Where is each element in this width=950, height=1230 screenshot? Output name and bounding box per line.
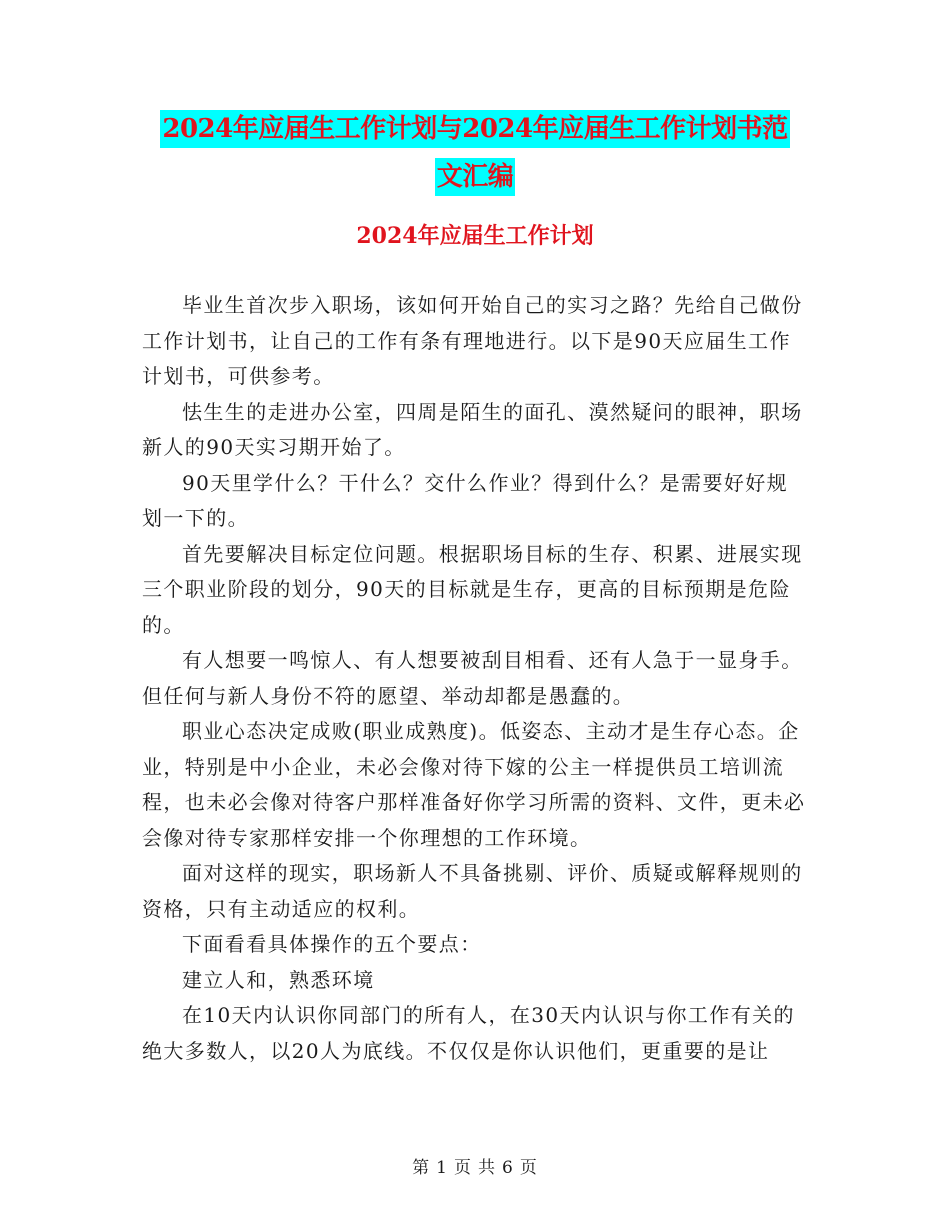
- section-heading: 2024年应届生工作计划: [356, 223, 594, 249]
- paragraph: 怯生生的走进办公室，四周是陌生的面孔、漠然疑问的眼神，职场新人的90天实习期开始了。: [142, 399, 803, 459]
- document-title: [0, 110, 950, 196]
- paragraph: 在10天内认识你同部门的所有人，在30天内认识与你工作有关的绝大多数人，以20人为底线。不仅仅是你认识他们，更重要的是让: [142, 1003, 795, 1063]
- paragraph: 面对这样的现实，职场新人不具备挑剔、评价、质疑或解释规则的资格，只有主动适应的权利。: [142, 861, 803, 921]
- paragraph: 建立人和，熟悉环境: [182, 967, 375, 992]
- paragraph: 首先要解决目标定位问题。根据职场目标的生存、积累、进展实现三个职业阶段的划分，90天的目标就是生存，更高的目标预期是危险的。: [142, 541, 803, 637]
- paragraph: 毕业生首次步入职场，该如何开始自己的实习之路？先给自己做份工作计划书，让自己的工作有条有理地进行。以下是90天应届生工作计划书，可供参考。: [142, 293, 803, 388]
- paragraph: 90天里学什么？干什么？交什么作业？得到什么？是需要好好规划一下的。: [142, 470, 789, 530]
- document-body: [142, 288, 808, 1069]
- paragraph: 下面看看具体操作的五个要点：: [182, 932, 482, 956]
- paragraph: 有人想要一鸣惊人、有人想要被刮目相看、还有人急于一显身手。但任何与新人身份不符的愿望、举动却都是愚蠢的。: [142, 648, 803, 708]
- footer-label-page: 页: [454, 1158, 472, 1178]
- current-page-number: 1: [436, 1158, 448, 1178]
- total-pages-number: 6: [502, 1158, 514, 1178]
- footer-label-total: 共: [478, 1158, 496, 1178]
- document-title-line-1: 2024年应届生工作计划与2024年应届生工作计划书范: [160, 110, 789, 148]
- paragraph: 职业心态决定成败(职业成熟度)。低姿态、主动才是生存心态。企业，特别是中小企业，未必会像对待下嫁的公主一样提供员工培训流程，也未必会像对待客户那样准备好你学习所需的资料、文件，更未必会像对待专家那样安排一个你理想的工作环境。: [142, 719, 806, 850]
- page-footer: [0, 1153, 950, 1178]
- footer-label-suffix: 页: [519, 1158, 538, 1178]
- document-title-line-2: 文汇编: [435, 158, 516, 196]
- footer-label-prefix: 第: [412, 1158, 431, 1178]
